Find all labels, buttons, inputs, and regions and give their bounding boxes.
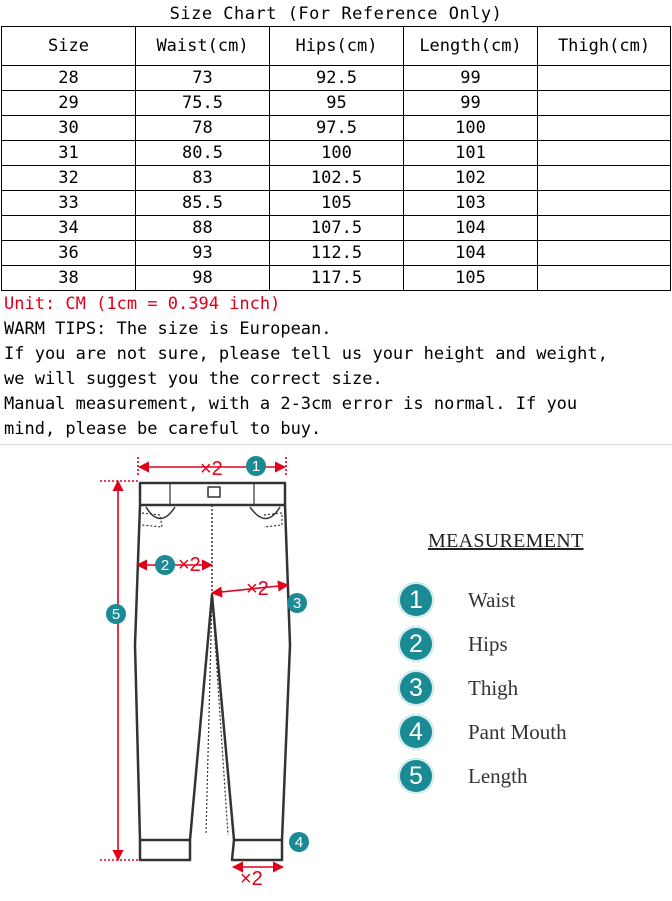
table-cell: 80.5 <box>136 141 270 166</box>
table-cell: 100 <box>404 116 538 141</box>
marker-3 <box>287 593 307 613</box>
svg-text:2: 2 <box>160 557 170 574</box>
table-cell <box>538 116 671 141</box>
pant-mouth-multiplier: ×2 <box>240 868 263 890</box>
header-size: Size <box>2 27 136 66</box>
table-cell <box>538 241 671 266</box>
marker-2 <box>155 555 175 575</box>
svg-text:4: 4 <box>294 834 304 851</box>
table-cell: 117.5 <box>270 266 404 291</box>
table-row <box>2 216 671 241</box>
table-cell: 97.5 <box>270 116 404 141</box>
number-2-icon: 2 <box>398 626 434 662</box>
table-cell <box>538 191 671 216</box>
pants-outline <box>135 483 290 860</box>
table-cell: 102 <box>404 166 538 191</box>
svg-text:5: 5 <box>111 606 121 623</box>
table-cell <box>538 141 671 166</box>
legend-item-waist <box>398 582 515 622</box>
pants-illustration <box>0 445 672 897</box>
table-cell <box>538 166 671 191</box>
table-cell <box>538 266 671 291</box>
chart-title: Size Chart (For Reference Only) <box>169 4 503 24</box>
table-cell: 103 <box>404 191 538 216</box>
marker-5 <box>106 604 126 624</box>
hips-multiplier: ×2 <box>178 554 201 576</box>
svg-text:3: 3 <box>292 595 302 612</box>
table-cell <box>538 216 671 241</box>
unit-note: Unit: CM (1cm = 0.394 inch) <box>4 294 281 314</box>
tips-line-4: Manual measurement, with a 2-3cm error is normal. If you <box>4 394 578 414</box>
table-cell: 88 <box>136 216 270 241</box>
header-thigh: Thigh(cm) <box>538 27 671 66</box>
tips-line-5: mind, please be careful to buy. <box>4 419 322 439</box>
table-cell: 107.5 <box>270 216 404 241</box>
table-row <box>2 266 671 291</box>
svg-text:1: 1 <box>251 458 261 475</box>
notes <box>4 292 670 442</box>
table-cell: 85.5 <box>136 191 270 216</box>
table-cell: 93 <box>136 241 270 266</box>
legend-label: Hips <box>468 631 508 656</box>
header-length: Length(cm) <box>404 27 538 66</box>
table-row <box>2 191 671 216</box>
table-cell: 28 <box>2 66 136 91</box>
tips-line-3: we will suggest you the correct size. <box>4 369 383 389</box>
table-cell: 92.5 <box>270 66 404 91</box>
waist-multiplier: ×2 <box>200 458 223 480</box>
legend-label: Waist <box>468 587 516 612</box>
table-cell: 36 <box>2 241 136 266</box>
legend-item-pant-mouth <box>398 714 567 754</box>
size-table <box>1 26 671 291</box>
table-cell: 38 <box>2 266 136 291</box>
table-row <box>2 141 671 166</box>
marker-1 <box>246 456 266 476</box>
table-cell: 104 <box>404 216 538 241</box>
legend-item-thigh <box>398 670 518 710</box>
table-cell <box>538 91 671 116</box>
table-cell: 32 <box>2 166 136 191</box>
table-header-row <box>2 27 671 66</box>
table-cell: 34 <box>2 216 136 241</box>
legend-label: Thigh <box>468 675 519 700</box>
legend-label: Pant Mouth <box>468 719 567 744</box>
thigh-multiplier: ×2 <box>246 578 269 600</box>
legend-item-length <box>398 758 527 798</box>
table-cell: 101 <box>404 141 538 166</box>
warm-tips: WARM TIPS: The size is European. <box>4 319 332 339</box>
table-row <box>2 241 671 266</box>
table-cell: 105 <box>404 266 538 291</box>
table-cell: 30 <box>2 116 136 141</box>
table-row <box>2 66 671 91</box>
tips-line-2: If you are not sure, please tell us your height and weight, <box>4 344 608 364</box>
table-cell: 105 <box>270 191 404 216</box>
table-cell: 99 <box>404 91 538 116</box>
table-cell: 99 <box>404 66 538 91</box>
table-cell: 33 <box>2 191 136 216</box>
table-cell: 83 <box>136 166 270 191</box>
table-row <box>2 116 671 141</box>
table-cell <box>538 66 671 91</box>
measurement-diagram <box>0 444 672 897</box>
table-cell: 78 <box>136 116 270 141</box>
table-cell: 75.5 <box>136 91 270 116</box>
table-row <box>2 91 671 116</box>
table-row <box>2 166 671 191</box>
legend-item-hips <box>398 626 508 666</box>
number-1-icon: 1 <box>398 582 434 618</box>
number-5-icon: 5 <box>398 758 434 794</box>
table-cell: 73 <box>136 66 270 91</box>
table-cell: 95 <box>270 91 404 116</box>
table-cell: 102.5 <box>270 166 404 191</box>
table-cell: 98 <box>136 266 270 291</box>
table-cell: 100 <box>270 141 404 166</box>
number-3-icon: 3 <box>398 670 434 706</box>
table-cell: 31 <box>2 141 136 166</box>
header-hips: Hips(cm) <box>270 27 404 66</box>
table-cell: 112.5 <box>270 241 404 266</box>
table-cell: 29 <box>2 91 136 116</box>
legend-label: Length <box>468 763 528 788</box>
legend-title: MEASUREMENT <box>428 530 584 552</box>
table-cell: 104 <box>404 241 538 266</box>
header-waist: Waist(cm) <box>136 27 270 66</box>
number-4-icon: 4 <box>398 714 434 750</box>
marker-4 <box>289 832 309 852</box>
